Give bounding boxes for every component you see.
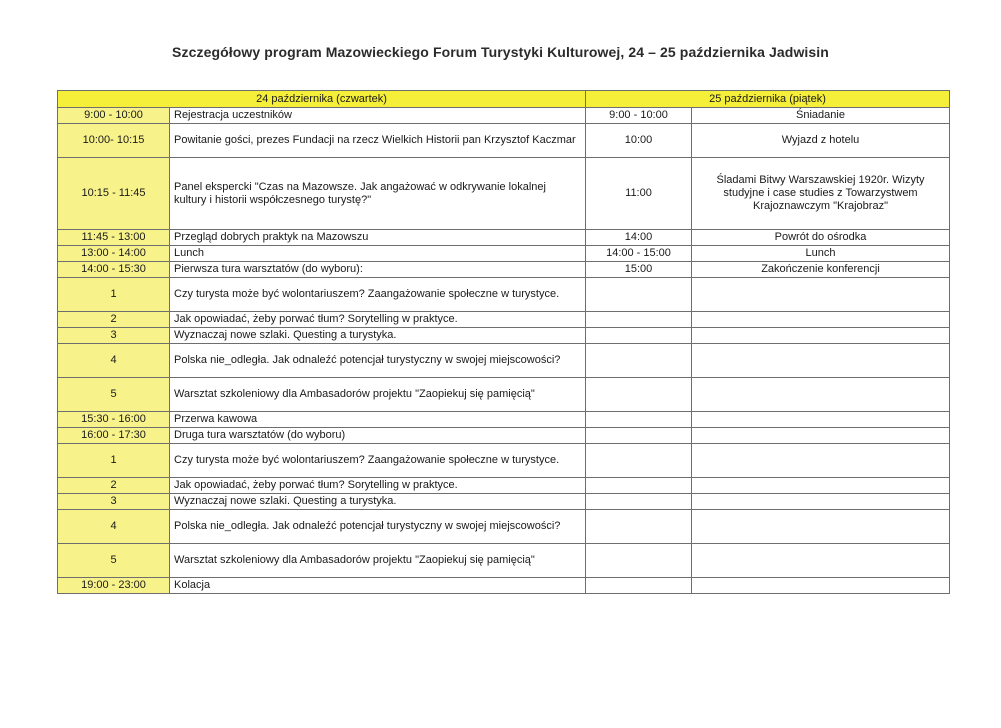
day2-activity-cell <box>692 378 950 412</box>
day1-time-cell: 9:00 - 10:00 <box>58 108 170 124</box>
day1-time-cell: 13:00 - 14:00 <box>58 246 170 262</box>
table-row <box>58 158 950 230</box>
table-row <box>58 428 950 444</box>
day2-time-cell <box>586 494 692 510</box>
table-row <box>58 108 950 124</box>
day2-time-cell: 15:00 <box>586 262 692 278</box>
day1-activity-cell: Czy turysta może być wolontariuszem? Zaangażowanie społeczne w turystyce. <box>170 278 586 312</box>
day2-activity-cell <box>692 578 950 594</box>
day1-time-cell: 10:00- 10:15 <box>58 124 170 158</box>
day1-time-cell: 5 <box>58 544 170 578</box>
table-row <box>58 262 950 278</box>
table-row <box>58 578 950 594</box>
table-row <box>58 412 950 428</box>
table-row <box>58 444 950 478</box>
day1-activity-cell: Powitanie gości, prezes Fundacji na rzecz Wielkich Historii pan Krzysztof Kaczmar <box>170 124 586 158</box>
table-row <box>58 124 950 158</box>
day1-time-cell: 1 <box>58 444 170 478</box>
day1-activity-cell: Lunch <box>170 246 586 262</box>
day1-activity-cell: Warsztat szkoleniowy dla Ambasadorów projektu "Zaopiekuj się pamięcią" <box>170 544 586 578</box>
table-row <box>58 544 950 578</box>
day2-activity-cell: Śniadanie <box>692 108 950 124</box>
day2-time-cell <box>586 428 692 444</box>
day2-time-cell: 14:00 - 15:00 <box>586 246 692 262</box>
table-row <box>58 246 950 262</box>
day2-activity-cell: Śladami Bitwy Warszawskiej 1920r. Wizyty studyjne i case studies z Towarzystwem Krajoznawczym "Krajobraz" <box>692 158 950 230</box>
day1-activity-cell: Polska nie_odległa. Jak odnaleźć potencjał turystyczny w swojej miejscowości? <box>170 344 586 378</box>
day1-time-cell: 2 <box>58 312 170 328</box>
day1-time-cell: 3 <box>58 494 170 510</box>
day1-activity-cell: Warsztat szkoleniowy dla Ambasadorów projektu "Zaopiekuj się pamięcią" <box>170 378 586 412</box>
day2-activity-cell: Powrót do ośrodka <box>692 230 950 246</box>
day1-activity-cell: Panel ekspercki "Czas na Mazowsze. Jak angażować w odkrywanie lokalnej kultury i historii współczesnego turystę?" <box>170 158 586 230</box>
day2-activity-cell <box>692 444 950 478</box>
table-row <box>58 510 950 544</box>
day2-time-cell <box>586 478 692 494</box>
day1-activity-cell: Czy turysta może być wolontariuszem? Zaangażowanie społeczne w turystyce. <box>170 444 586 478</box>
day1-activity-cell: Pierwsza tura warsztatów (do wyboru): <box>170 262 586 278</box>
day2-header: 25 października (piątek) <box>586 91 950 108</box>
day2-time-cell: 10:00 <box>586 124 692 158</box>
schedule-table <box>57 90 950 594</box>
day2-time-cell: 9:00 - 10:00 <box>586 108 692 124</box>
table-row <box>58 478 950 494</box>
day1-activity-cell: Druga tura warsztatów (do wyboru) <box>170 428 586 444</box>
day1-activity-cell: Jak opowiadać, żeby porwać tłum? Sorytelling w praktyce. <box>170 312 586 328</box>
day2-time-cell <box>586 544 692 578</box>
day1-time-cell: 1 <box>58 278 170 312</box>
table-row <box>58 494 950 510</box>
day1-time-cell: 11:45 - 13:00 <box>58 230 170 246</box>
day2-time-cell <box>586 328 692 344</box>
day1-time-cell: 15:30 - 16:00 <box>58 412 170 428</box>
header-row <box>58 91 950 108</box>
day1-time-cell: 16:00 - 17:30 <box>58 428 170 444</box>
day2-time-cell: 14:00 <box>586 230 692 246</box>
table-row <box>58 344 950 378</box>
day1-time-cell: 10:15 - 11:45 <box>58 158 170 230</box>
day2-activity-cell <box>692 544 950 578</box>
day2-time-cell <box>586 510 692 544</box>
day2-activity-cell <box>692 510 950 544</box>
day1-activity-cell: Przerwa kawowa <box>170 412 586 428</box>
day1-activity-cell: Wyznaczaj nowe szlaki. Questing a turystyka. <box>170 328 586 344</box>
day2-time-cell <box>586 278 692 312</box>
day2-activity-cell <box>692 478 950 494</box>
table-row <box>58 378 950 412</box>
day1-time-cell: 4 <box>58 510 170 544</box>
day1-time-cell: 4 <box>58 344 170 378</box>
day2-activity-cell: Wyjazd z hotelu <box>692 124 950 158</box>
day2-time-cell <box>586 578 692 594</box>
day2-activity-cell <box>692 494 950 510</box>
day2-time-cell <box>586 344 692 378</box>
day2-time-cell <box>586 412 692 428</box>
table-row <box>58 278 950 312</box>
day2-activity-cell <box>692 344 950 378</box>
table-row <box>58 230 950 246</box>
day2-activity-cell <box>692 312 950 328</box>
day1-activity-cell: Rejestracja uczestników <box>170 108 586 124</box>
day2-time-cell: 11:00 <box>586 158 692 230</box>
day1-activity-cell: Wyznaczaj nowe szlaki. Questing a turystyka. <box>170 494 586 510</box>
day2-activity-cell: Zakończenie konferencji <box>692 262 950 278</box>
day2-time-cell <box>586 444 692 478</box>
day1-time-cell: 3 <box>58 328 170 344</box>
day2-time-cell <box>586 378 692 412</box>
day1-activity-cell: Polska nie_odległa. Jak odnaleźć potencjał turystyczny w swojej miejscowości? <box>170 510 586 544</box>
day1-time-cell: 19:00 - 23:00 <box>58 578 170 594</box>
day2-activity-cell: Lunch <box>692 246 950 262</box>
day2-activity-cell <box>692 412 950 428</box>
day1-activity-cell: Przegląd dobrych praktyk na Mazowszu <box>170 230 586 246</box>
day2-activity-cell <box>692 428 950 444</box>
day1-activity-cell: Jak opowiadać, żeby porwać tłum? Sorytelling w praktyce. <box>170 478 586 494</box>
day1-header: 24 października (czwartek) <box>58 91 586 108</box>
day2-time-cell <box>586 312 692 328</box>
table-row <box>58 312 950 328</box>
document-title: Szczegółowy program Mazowieckiego Forum Turystyki Kulturowej, 24 – 25 października Jadwisin <box>172 44 829 60</box>
day1-activity-cell: Kolacja <box>170 578 586 594</box>
day1-time-cell: 5 <box>58 378 170 412</box>
day2-activity-cell <box>692 278 950 312</box>
day1-time-cell: 2 <box>58 478 170 494</box>
day1-time-cell: 14:00 - 15:30 <box>58 262 170 278</box>
day2-activity-cell <box>692 328 950 344</box>
table-row <box>58 328 950 344</box>
